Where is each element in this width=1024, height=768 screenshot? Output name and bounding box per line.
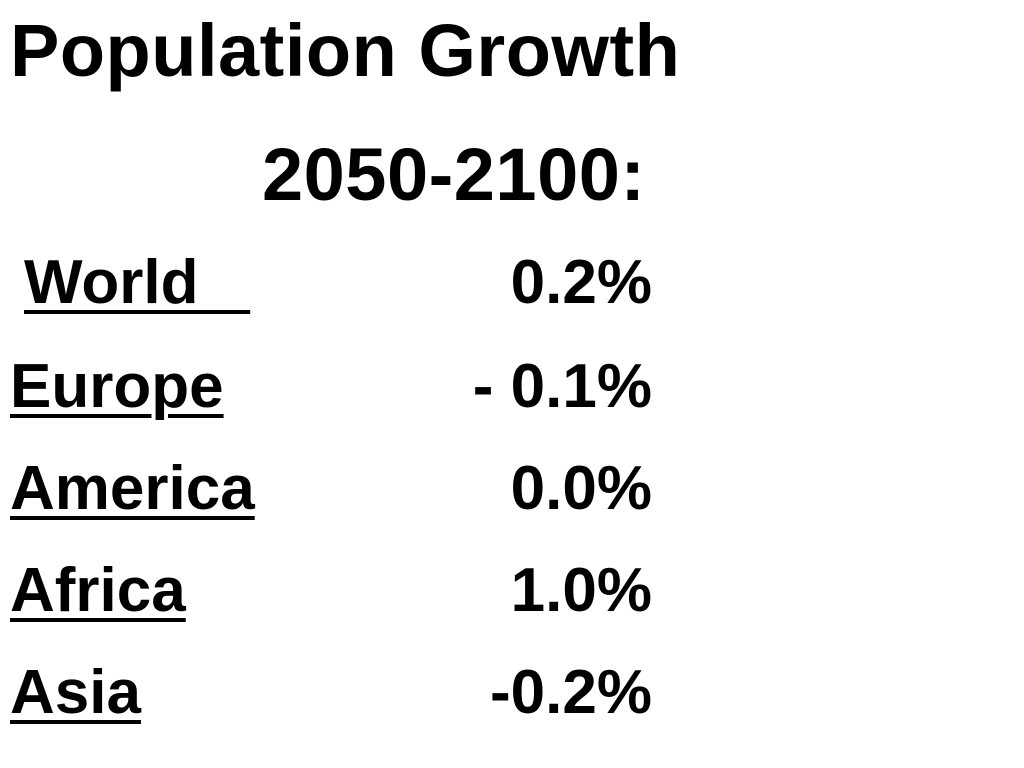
region-row-america [0,454,1024,538]
region-label: Europe [10,352,224,421]
region-label: Africa [10,556,186,625]
growth-value: 1.0% [510,556,652,625]
page-title-line-2: 2050-2100: [262,133,646,216]
page-title-line-1: Population Growth [10,9,681,92]
region-label: America [10,454,255,523]
region-label: World [24,248,251,317]
region-row-world [0,248,1024,332]
growth-value: -0.2% [490,658,652,727]
growth-value: 0.2% [510,248,652,317]
region-row-asia [0,658,1024,742]
region-label: Asia [10,658,141,727]
growth-value: 0.0% [510,454,652,523]
region-row-europe [0,352,1024,436]
growth-value: - 0.1% [472,352,652,421]
region-row-africa [0,556,1024,640]
